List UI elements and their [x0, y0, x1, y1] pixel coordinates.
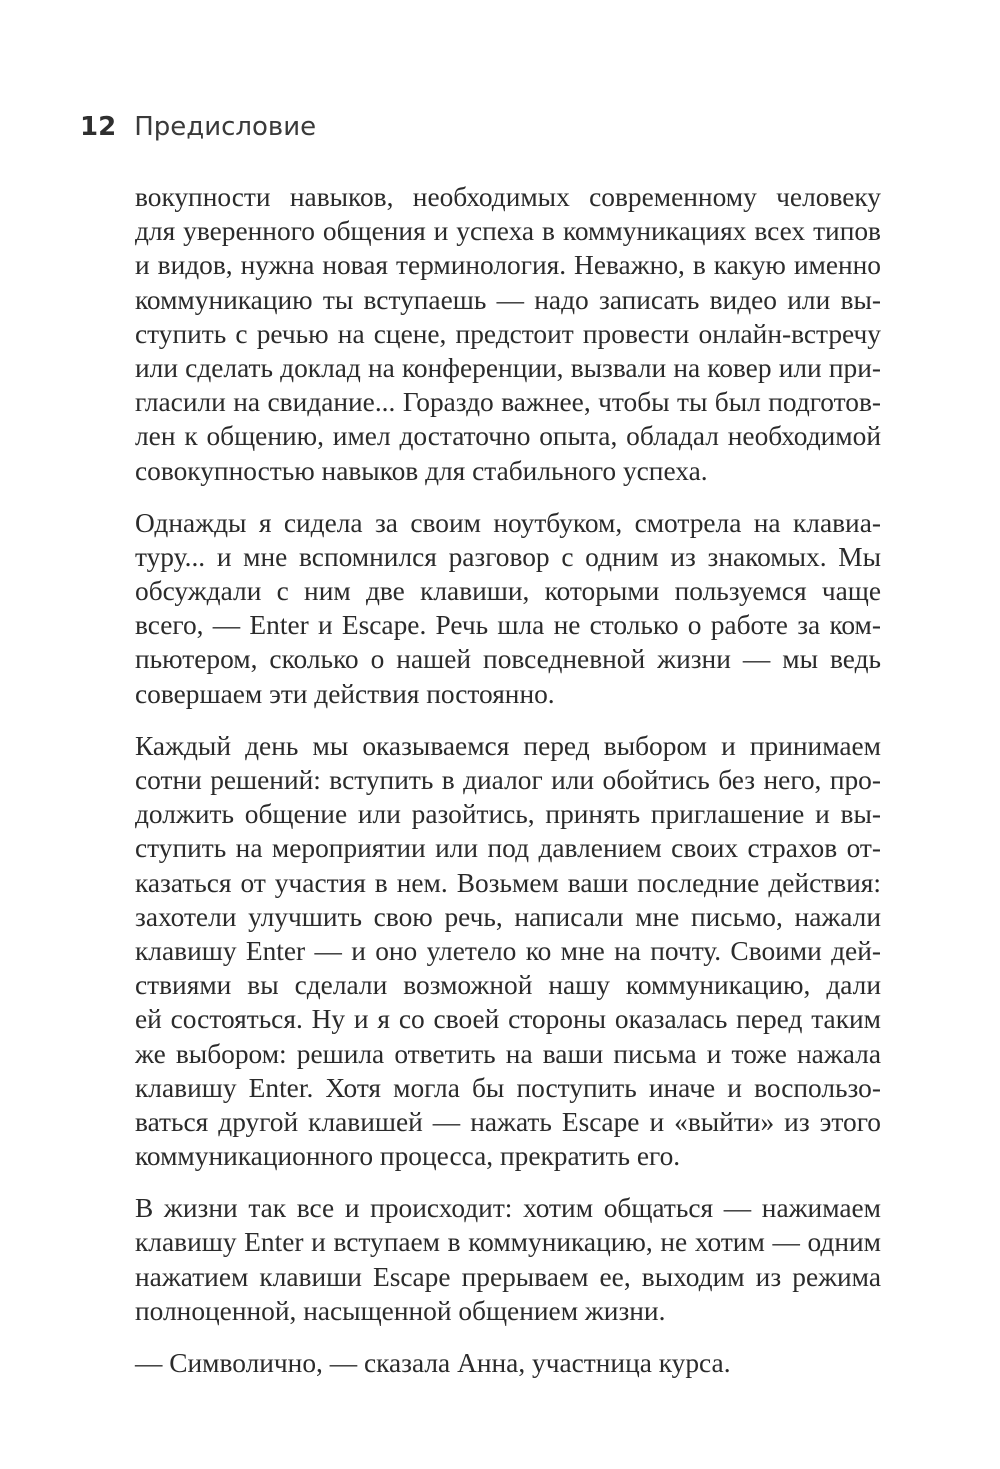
- running-header: [80, 112, 316, 142]
- text-line: для уверенного общения и успеха в коммуникациях всех типов: [135, 216, 881, 247]
- text-line: обсуждали с ним две клавиши, которыми пользуемся чаще: [135, 576, 881, 607]
- text-line: Однажды я сидела за своим ноутбуком, смотрела на клавиа-: [135, 507, 881, 538]
- text-line: казаться от участия в нем. Возьмем ваши последние действия:: [135, 867, 881, 898]
- text-line: совокупностью навыков для стабильного успеха.: [135, 455, 708, 486]
- text-line: гласили на свидание... Гораздо важнее, чтобы ты был подготов-: [135, 387, 881, 418]
- text-line: клавишу Enter и вступаем в коммуникацию, не хотим — одним: [135, 1227, 881, 1258]
- text-line: или сделать доклад на конференции, вызвали на ковер или при-: [135, 352, 881, 383]
- text-line: туру... и мне вспомнился разговор с одним из знакомых. Мы: [135, 541, 881, 572]
- text-line: клавишу Enter — и оно улетело ко мне на почту. Своими дей-: [135, 935, 881, 966]
- text-line: В жизни так все и происходит: хотим общаться — нажимаем: [135, 1193, 881, 1224]
- text-line: ступить с речью на сцене, предстоит провести онлайн-встречу: [135, 318, 881, 349]
- text-line: ступить на мероприятии или под давлением своих страхов от-: [135, 833, 881, 864]
- text-line: совершаем эти действия постоянно.: [135, 678, 555, 709]
- text-line: же выбором: решила ответить на ваши письма и тоже нажала: [135, 1038, 881, 1069]
- text-line: Каждый день мы оказываемся перед выбором и принимаем: [135, 730, 881, 761]
- text-line: всего, — Enter и Escape. Речь шла не столько о работе за ком-: [135, 610, 881, 641]
- paragraph-4: [135, 1191, 881, 1328]
- paragraph-1: [135, 180, 881, 488]
- text-line: и видов, нужна новая терминология. Неважно, в какую именно: [135, 250, 881, 281]
- body-text: [135, 180, 881, 1398]
- paragraph-5: [135, 1346, 881, 1380]
- text-line: захотели улучшить свою речь, написали мне письмо, нажали: [135, 901, 881, 932]
- text-line: — Символично, — сказала Анна, участница курса.: [135, 1348, 731, 1378]
- text-line: полноценной, насыщенной общением жизни.: [135, 1295, 666, 1326]
- text-line: вокупности навыков, необходимых современному человеку: [135, 182, 881, 212]
- paragraph-2: [135, 506, 881, 711]
- text-line: ей состояться. Ну и я со своей стороны оказалась перед таким: [135, 1004, 881, 1035]
- text-line: ваться другой клавишей — нажать Escape и «выйти» из этого: [135, 1106, 881, 1137]
- text-line: ствиями вы сделали возможной нашу коммуникацию, дали: [135, 970, 881, 1001]
- text-line: лен к общению, имел достаточно опыта, обладал необходимой: [135, 421, 881, 452]
- text-line: коммуникацию ты вступаешь — надо записать видео или вы-: [135, 284, 881, 315]
- text-line: должить общение или разойтись, принять приглашение и вы-: [135, 799, 881, 830]
- text-line: клавишу Enter. Хотя могла бы поступить иначе и воспользо-: [135, 1072, 881, 1103]
- text-line: нажатием клавиши Escape прерываем ее, выходим из режима: [135, 1261, 881, 1292]
- paragraph-3: [135, 729, 881, 1173]
- text-line: пьютером, сколько о нашей повседневной жизни — мы ведь: [135, 644, 881, 675]
- text-line: сотни решений: вступить в диалог или обойтись без него, про-: [135, 765, 881, 795]
- text-line: коммуникационного процесса, прекратить его.: [135, 1141, 681, 1172]
- chapter-title: Предисловие: [134, 112, 317, 142]
- page-number: 12: [80, 112, 117, 142]
